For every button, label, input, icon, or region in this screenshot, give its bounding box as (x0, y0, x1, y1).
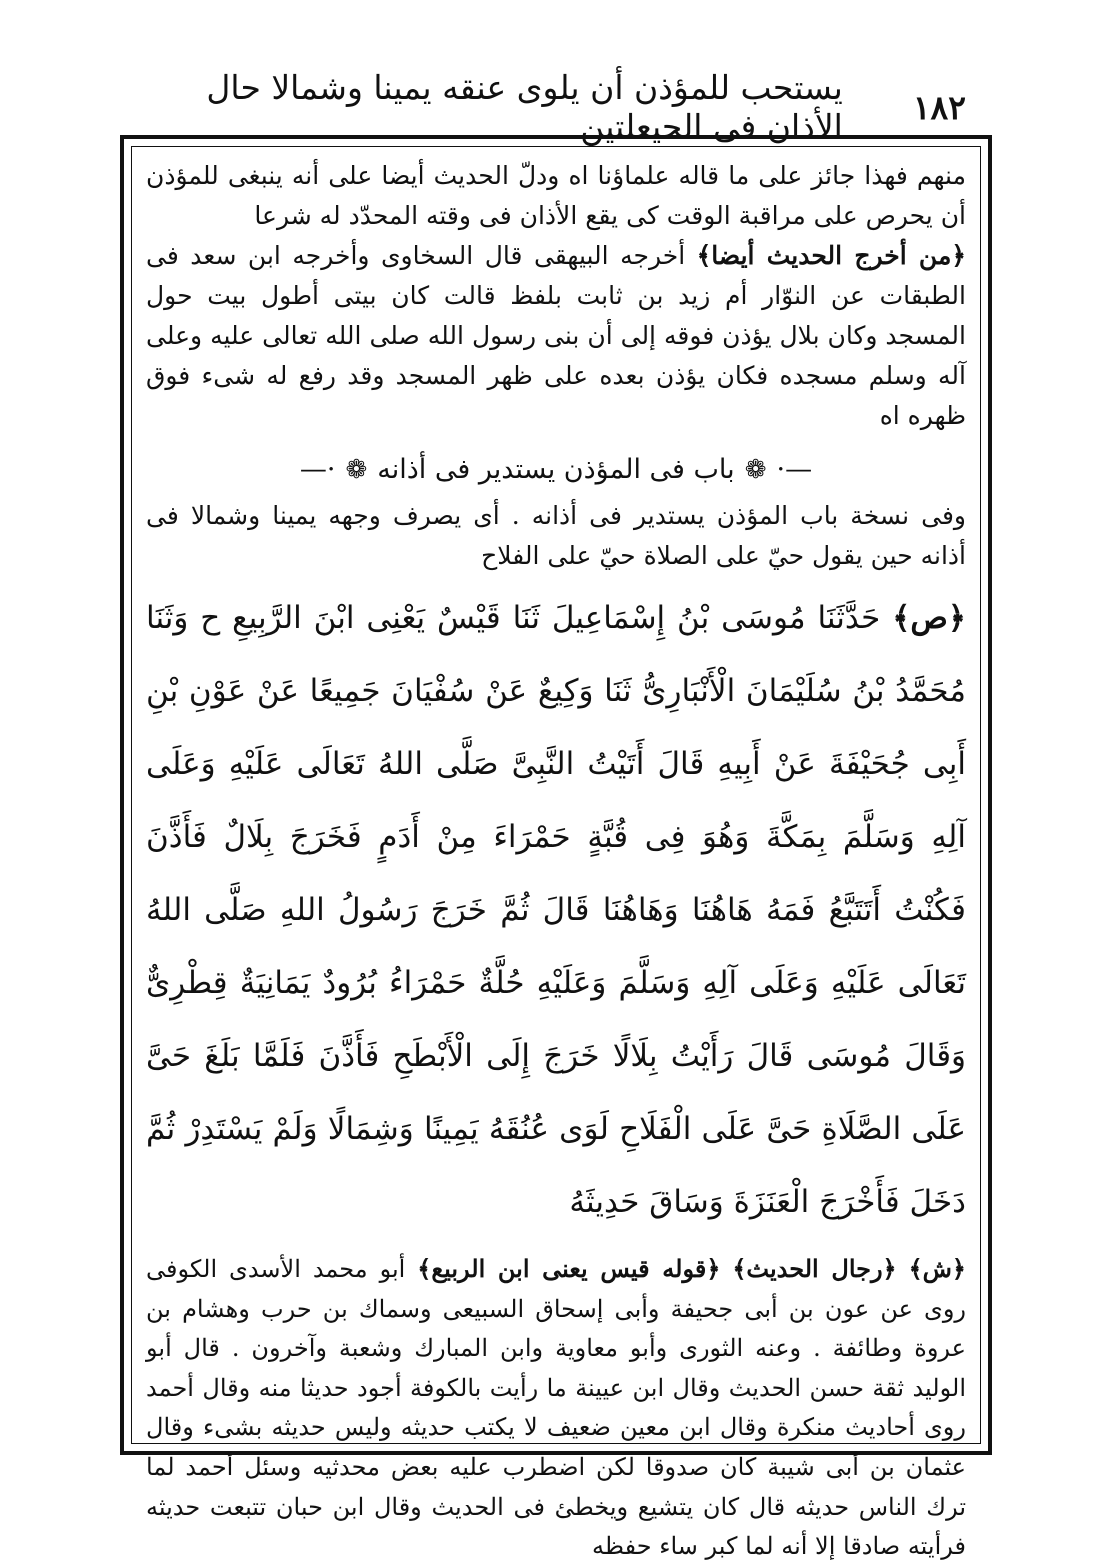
hadith-text-block (146, 582, 966, 1239)
ornament-left-icon: ❁ (345, 455, 368, 485)
commentary-paragraph (146, 1249, 966, 1567)
chapter-heading (146, 450, 966, 490)
chapter-title: باب فى المؤذن يستدير فى أذانه (377, 454, 735, 485)
heading-rule-right: —· (776, 454, 813, 485)
hadith-label: ﴿ص﴾ (892, 600, 966, 636)
takhrij-text: أخرجه البيهقى قال السخاوى وأخرجه ابن سعد فى الطبقات عن النوّار أم زيد بن ثابت بلفظ قالت كان بيتى أطول بيت حول المسجد وكان بلال يؤذن فوقه إلى أن بنى رسول الله صلى الله تعالى عليه وعلى آله وسلم مسجده فكان يؤذن بعده على ظهر المسجد وقد رفع له شىء فوق ظهره اه (146, 241, 966, 430)
sharh-label: ﴿ش﴾ (908, 1254, 966, 1283)
ornament-right-icon: ❁ (744, 455, 767, 485)
commentary-text: أبو محمد الأسدى الكوفى روى عن عون بن أبى جحيفة وأبى إسحاق السبيعى وسماك بن حرب وهشام بن عروة وطائفة . وعنه الثورى وأبو معاوية وابن المبارك وشعبة وآخرون . قال أبو الوليد ثقة حسن الحديث وقال ابن عيينة ما رأيت بالكوفة أجود حديثا منه وقال أحمد روى أحاديث منكرة وقال ابن معين ضعيف لا يكتب حديثه وليس حديثه بشىء وقال عثمان بن أبى شيبة كان صدوقا لكن اضطرب عليه بعض محدثيه وسئل أحمد لما ترك الناس حديثه قال كان يتشيع ويخطئ فى الحديث وقال ابن حبان تتبعت حديثه فرأيته صادقا إلا أنه لما كبر ساء حفظه (146, 1255, 967, 1561)
heading-rule-left: ·— (299, 454, 336, 485)
qawluhu-label: ﴿قوله قيس يعنى ابن الربيع﴾ (417, 1254, 721, 1283)
chapter-note: وفى نسخة باب المؤذن يستدير فى أذانه . أى يصرف وجهه يمينا وشمالا فى أذانه حين يقول حيّ على الصلاة حيّ على الفلاح (146, 501, 966, 570)
running-header (205, 68, 966, 146)
takhrij-paragraph (146, 236, 966, 436)
hadith-text: حَدَّثَنَا مُوسَى بْنُ إِسْمَاعِيلَ ثَنَا قَيْسٌ يَعْنِى ابْنَ الرَّبِيعِ ح وَثَنَا مُحَمَّدُ بْنُ سُلَيْمَانَ الْأَنْبَارِىُّ ثَنَا وَكِيعٌ عَنْ سُفْيَانَ جَمِيعًا عَنْ عَوْنِ بْنِ أَبِى جُحَيْفَةَ عَنْ أَبِيهِ قَالَ أَتَيْتُ النَّبِىَّ صَلَّى اللهُ تَعَالَى عَلَيْهِ وَعَلَى آلِهِ وَسَلَّمَ بِمَكَّةَ وَهُوَ فِى قُبَّةٍ حَمْرَاءَ مِنْ أَدَمٍ فَخَرَجَ بِلَالٌ فَأَذَّنَ فَكُنْتُ أَتَتَبَّعُ فَمَهُ هَاهُنَا وَهَاهُنَا قَالَ ثُمَّ خَرَجَ رَسُولُ اللهِ صَلَّى اللهُ تَعَالَى عَلَيْهِ وَعَلَى آلِهِ وَسَلَّمَ وَعَلَيْهِ حُلَّةٌ حَمْرَاءُ بُرُودٌ يَمَانِيَةٌ قِطْرِىٌّ وَقَالَ مُوسَى قَالَ رَأَيْتُ بِلَالًا خَرَجَ إِلَى الْأَبْطَحِ فَأَذَّنَ فَلَمَّا بَلَغَ حَىَّ عَلَى الصَّلَاةِ حَىَّ عَلَى الْفَلَاحِ لَوَى عُنُقَهُ يَمِينًا وَشِمَالًا وَلَمْ يَسْتَدِرْ ثُمَّ دَخَلَ فَأَخْرَجَ الْعَنَزَةَ وَسَاقَ حَدِيثَهُ (146, 600, 966, 1220)
page-number: ١٨٢ (912, 87, 966, 127)
intro-paragraph: منهم فهذا جائز على ما قاله علماؤنا اه ودلّ الحديث أيضا على أنه ينبغى للمؤذن أن يحرص على مراقبة الوقت كى يقع الأذان فى وقته المحدّد له شرعا (146, 161, 966, 230)
rijal-label: ﴿رجال الحديث﴾ (732, 1254, 897, 1283)
running-title: يستحب للمؤذن أن يلوى عنقه يمينا وشمالا حال الأذان فى الحيعلتين (206, 68, 843, 146)
takhrij-label: ﴿من أخرج الحديث أيضا﴾ (696, 241, 966, 270)
page-body (146, 156, 966, 1567)
